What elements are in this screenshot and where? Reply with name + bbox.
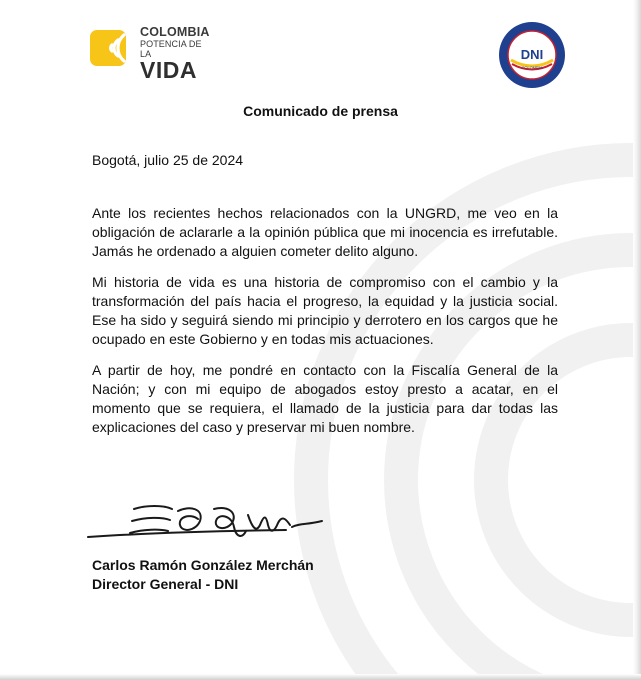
document-date: Bogotá, julio 25 de 2024 bbox=[92, 152, 244, 168]
paragraph: A partir de hoy, me pondré en contacto con la Fiscalía General de la Nación; y con mi equipo de abogados estoy presto a acatar, en el momento que se requiera, el llamado de la justicia para dar todas las explicaciones del caso y preservar mi buen nombre. bbox=[92, 362, 558, 435]
page-bottom-shadow bbox=[0, 674, 641, 680]
page-edge-shadow bbox=[633, 0, 641, 680]
logo-line-potencia: POTENCIA DE LA bbox=[140, 39, 202, 59]
signer-block bbox=[92, 556, 314, 594]
sound-waves-icon bbox=[88, 26, 136, 70]
dni-seal-icon bbox=[497, 20, 567, 90]
paragraph: Ante los recientes hechos relacionados con la UNGRD, me veo en la obligación de aclararle a la opinión pública que mi inocencia es irrefutable. Jamás he ordenado a alguien cometer delito alguno. bbox=[92, 205, 558, 259]
document-body bbox=[92, 204, 558, 449]
signer-title: Director General - DNI bbox=[92, 576, 239, 592]
logo-line-colombia: COLOMBIA bbox=[140, 25, 210, 39]
logo-line-vida: VIDA bbox=[140, 57, 197, 83]
paragraph: Mi historia de vida es una historia de compromiso con el cambio y la transformación del país hacia el progreso, la equidad y la justicia social. Ese ha sido y seguirá siendo mi principio y derrotero en los cargos que he ocupado en este Gobierno y en todas mis actuaciones. bbox=[92, 274, 558, 347]
handwritten-signature bbox=[86, 503, 336, 553]
document-title: Comunicado de prensa bbox=[243, 103, 398, 119]
dni-country: COLOMBIA bbox=[521, 65, 543, 70]
colombia-potencia-logo bbox=[88, 24, 213, 83]
dni-abbr: DNI bbox=[520, 47, 544, 62]
signer-name: Carlos Ramón González Merchán bbox=[92, 557, 314, 573]
